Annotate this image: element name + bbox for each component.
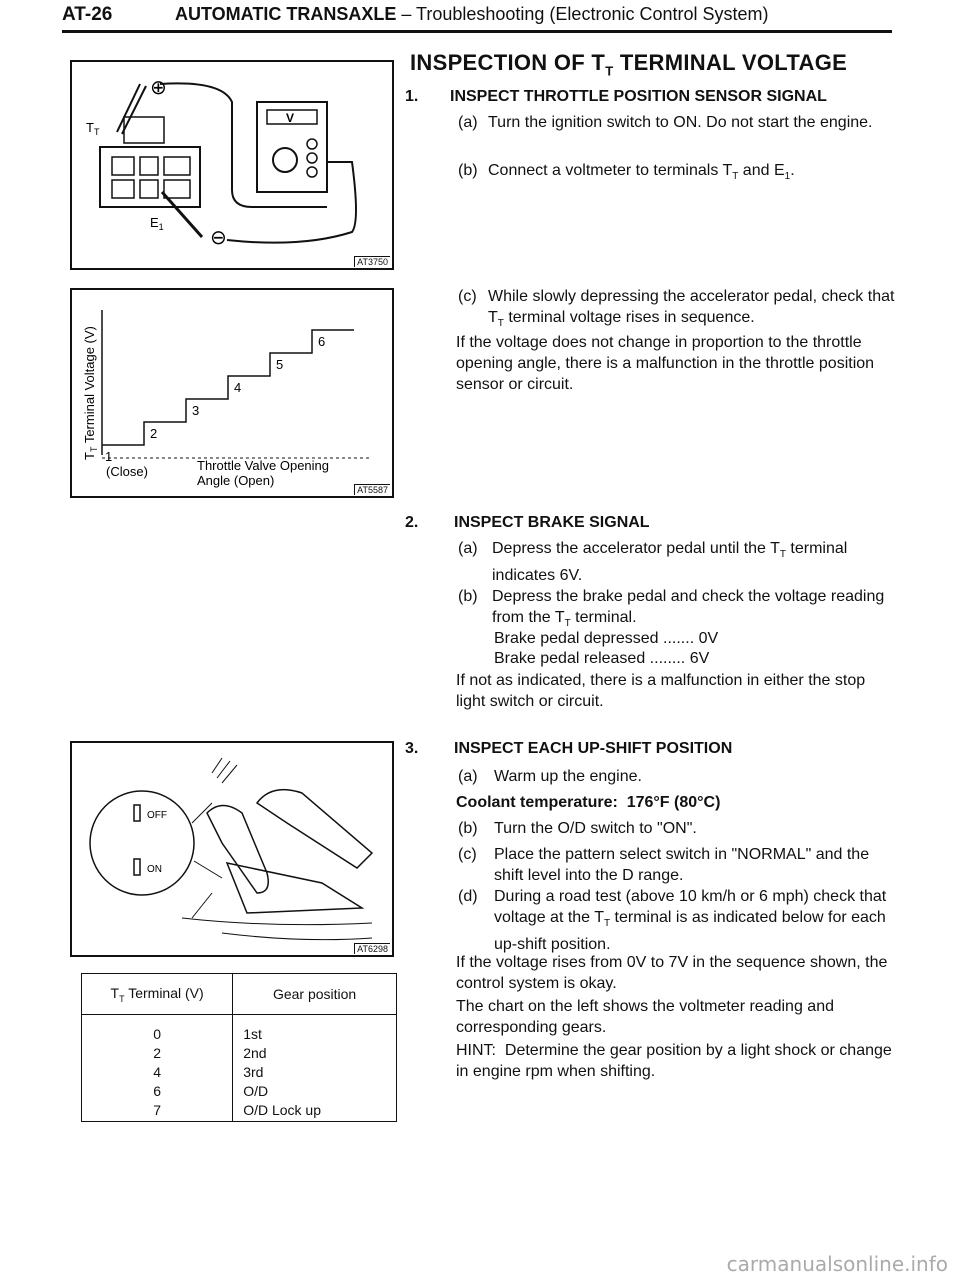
table-cell-gear: 2nd	[243, 1045, 267, 1061]
table-cell-gear: 1st	[243, 1026, 262, 1042]
watermark: carmanualsonline.info	[726, 1252, 948, 1276]
s3-step-c-text: Place the pattern select switch in "NORMAL" and the shift level into the D range.	[494, 846, 870, 884]
gear-position-table	[81, 973, 397, 1119]
s3-step-a-label: (a)	[458, 768, 478, 785]
step-label: 3	[192, 403, 200, 418]
voltage-column	[82, 1015, 233, 1122]
coolant-temperature: Coolant temperature: 176°F (80°C)	[456, 794, 721, 811]
figure-voltmeter-connection	[70, 60, 394, 270]
on-label: ON	[147, 864, 162, 875]
table-header-gear: Gear position	[233, 974, 397, 1015]
s2-step-a-label: (a)	[458, 540, 478, 557]
s1-step-b-text: Connect a voltmeter to terminals $T_T$ and $E_1$.	[488, 162, 795, 183]
figure-code: AT3750	[354, 256, 390, 267]
chart-xlabel-close: (Close)	[106, 464, 148, 479]
section-3-heading: INSPECT EACH UP-SHIFT POSITION	[454, 740, 733, 757]
s1-step-a-text: Turn the ignition switch to ON. Do not start the engine.	[488, 114, 873, 131]
s2-note: If not as indicated, there is a malfunction in either the stop light switch or circuit.	[456, 672, 866, 710]
figure-code: AT5587	[354, 484, 390, 495]
table-cell-gear: O/D	[243, 1083, 269, 1099]
hint: HINT: Determine the gear position by a light shock or change in engine rpm when shifting.	[456, 1042, 892, 1080]
s3-step-b-text: Turn the O/D switch to "ON".	[494, 820, 697, 837]
header-rule	[62, 30, 892, 33]
s3-step-d-text: During a road test (above 10 km/h or 6 mph) check that voltage at the $T_T$ terminal is as indicated below for each up-shift position.	[494, 888, 887, 954]
table-cell-voltage: 0	[153, 1026, 161, 1042]
table-cell-voltage: 7	[153, 1102, 161, 1118]
s1-step-b-label: (b)	[458, 162, 478, 179]
s1-step-c-text: While slowly depressing the accelerator pedal, check that $T_T$ terminal voltage rises in sequence.	[488, 288, 895, 330]
shift-lever-diagram	[72, 743, 392, 955]
gear-column	[233, 1015, 397, 1122]
svg-text:V: V	[286, 111, 295, 125]
step-label: 2	[150, 426, 158, 441]
brake-depressed-row: Brake pedal depressed ....... 0V	[494, 630, 719, 647]
step-label: 6	[318, 334, 326, 349]
page-header-title: AUTOMATIC TRANSAXLE – Troubleshooting (Electronic Control System)	[175, 4, 769, 24]
s1-step-a: (a)	[458, 114, 478, 131]
s3-step-d-label: (d)	[458, 888, 478, 905]
voltmeter-diagram	[72, 62, 392, 268]
s2-step-b-label: (b)	[458, 588, 478, 605]
table-cell-gear: O/D Lock up	[243, 1102, 322, 1118]
figure-code: AT6298	[354, 943, 390, 954]
table-header-voltage: $T_T$ Terminal (V)	[82, 974, 233, 1015]
section-1-heading: INSPECT THROTTLE POSITION SENSOR SIGNAL	[450, 88, 827, 105]
s3-note-2: The chart on the left shows the voltmeter reading and corresponding gears.	[456, 998, 834, 1036]
s3-step-c-label: (c)	[458, 846, 477, 863]
label-e1: $E_1$	[150, 215, 164, 232]
s1-step-c-label: (c)	[458, 288, 477, 305]
s3-note-1: If the voltage rises from 0V to 7V in the sequence shown, the control system is okay.	[456, 954, 888, 992]
s3-step-a-text: Warm up the engine.	[494, 768, 642, 785]
table-cell-voltage: 4	[153, 1064, 161, 1080]
step-label: 4	[234, 380, 242, 395]
figure-od-switch	[70, 741, 394, 957]
chart-xlabel-line2: Angle (Open)	[197, 473, 275, 488]
chart-xlabel-line1: Throttle Valve Opening	[197, 458, 329, 473]
plus-icon: ⊕	[150, 75, 167, 99]
step-label: 5	[276, 357, 284, 372]
section-2-heading: INSPECT BRAKE SIGNAL	[454, 514, 650, 531]
section-2-number: 2.	[405, 514, 419, 531]
chart-ylabel: $T_T$ Terminal Voltage (V)	[82, 326, 99, 460]
brake-released-row: Brake pedal released ........ 6V	[494, 650, 710, 667]
page-code: AT-26	[62, 4, 113, 25]
s3-step-b-label: (b)	[458, 820, 478, 837]
figure-voltage-step-chart	[70, 288, 394, 498]
off-label: OFF	[147, 810, 167, 821]
s1-note: If the voltage does not change in proportion to the throttle opening angle, there is a malfunction in the throttle position sensor or circuit.	[456, 334, 875, 393]
minus-icon: ⊖	[210, 225, 227, 249]
section-3-number: 3.	[405, 740, 419, 757]
step-label: 1	[105, 449, 113, 464]
s2-step-b-text: Depress the brake pedal and check the voltage reading from the $T_T$ terminal.	[492, 588, 885, 630]
table-cell-voltage: 6	[153, 1083, 161, 1099]
label-tt: $T_T$	[86, 120, 100, 137]
page-title: INSPECTION OF $T_T$ TERMINAL VOLTAGE	[410, 50, 848, 79]
s2-step-a-text: Depress the accelerator pedal until the $T_T$ terminal indicates 6V.	[492, 540, 848, 585]
step-chart	[72, 290, 392, 496]
table-cell-gear: 3rd	[243, 1064, 264, 1080]
table-cell-voltage: 2	[153, 1045, 161, 1061]
section-1-number: 1.	[405, 88, 419, 105]
